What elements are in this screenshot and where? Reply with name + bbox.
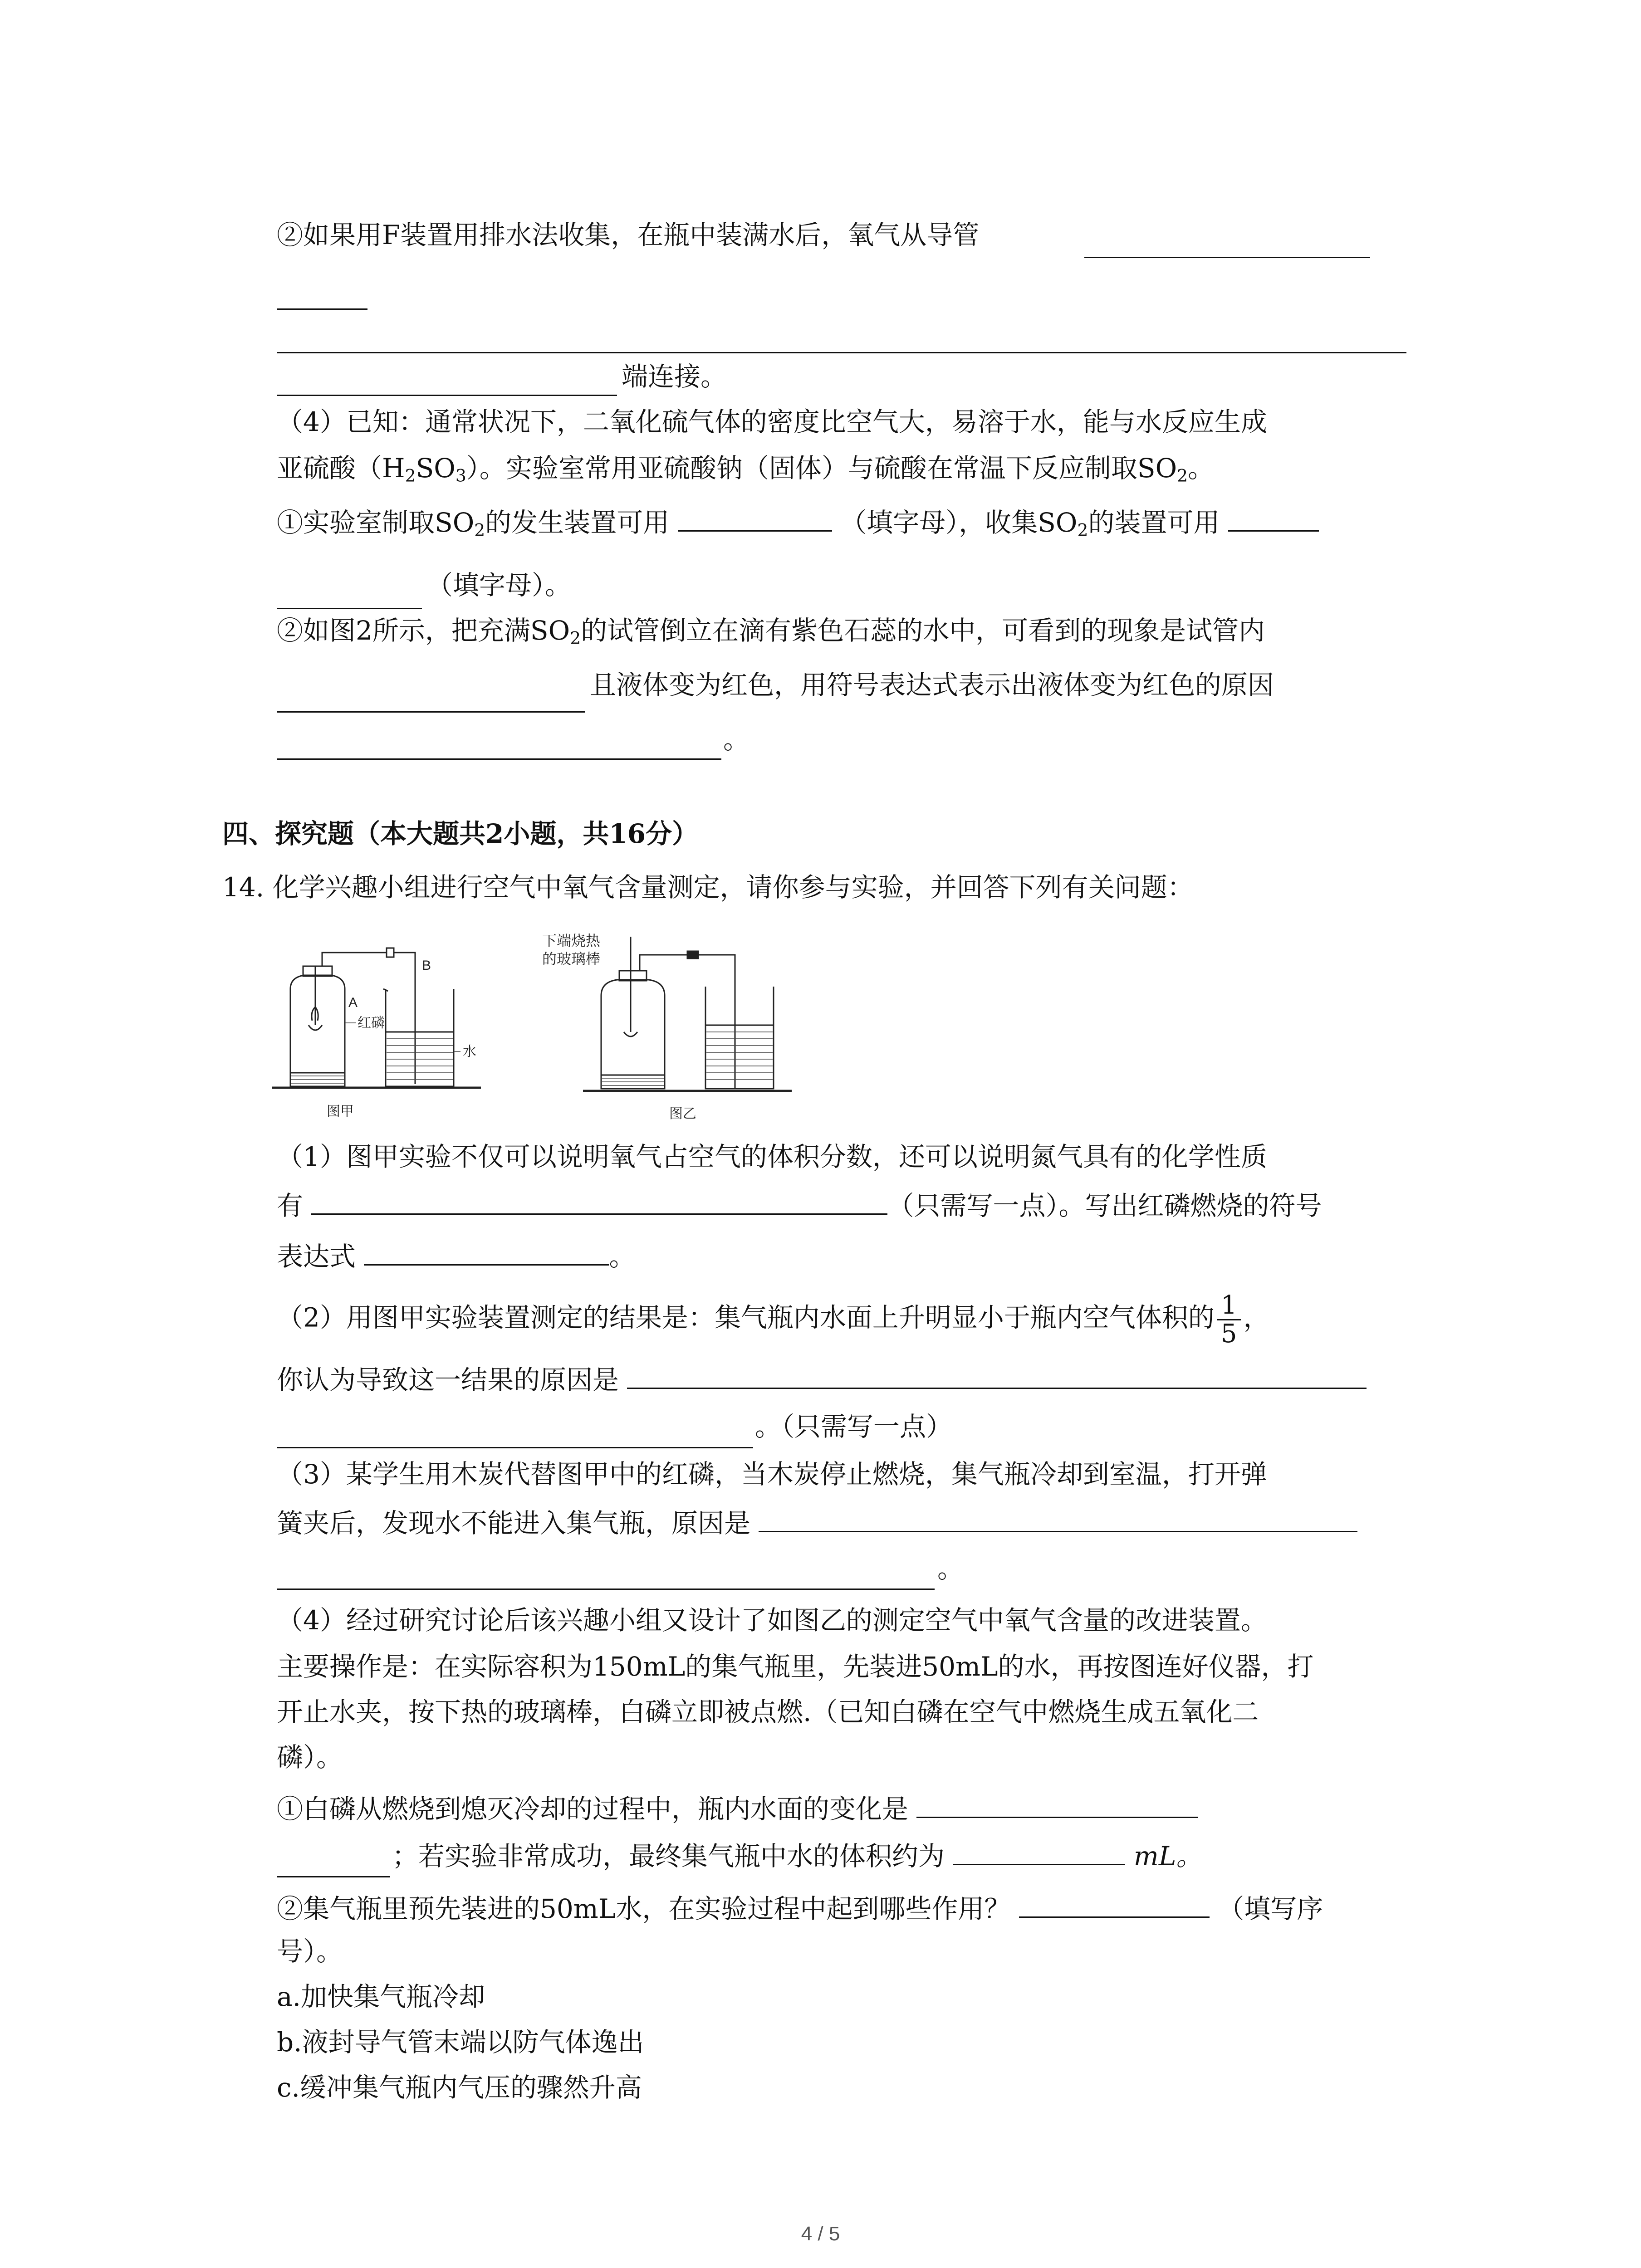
figure-caption-jia: 图甲	[327, 1104, 354, 1119]
q4-text: （填字母）。	[426, 570, 572, 601]
answer-blank[interactable]	[1084, 257, 1370, 258]
subscript: 3	[455, 465, 466, 486]
q4-part2-line1	[277, 612, 1265, 649]
answer-blank[interactable]	[627, 1362, 1367, 1389]
q4-text: 的发生装置可用	[485, 507, 670, 538]
q14-text: 。	[609, 1241, 636, 1272]
answer-blank[interactable]	[916, 1791, 1198, 1818]
q4-line2	[277, 450, 1214, 486]
q4-part1	[277, 504, 1319, 541]
q14-s1-line2	[277, 1188, 1322, 1224]
q4-text: 且液体变为红色，用符号表达式表示出液体变为红色的原因	[590, 670, 1274, 700]
answer-blank[interactable]	[311, 1188, 887, 1215]
label-glass-rod-1: 下端烧热	[542, 933, 601, 949]
q14-text: 主要操作是：在实际容积为150mL的集气瓶里，先装进50mL的水，再按图连好仪器，打	[277, 1651, 1314, 1682]
answer-blank[interactable]	[277, 711, 585, 713]
q14-s4-part1-line2	[392, 1838, 1202, 1874]
q4-text: 。	[723, 724, 750, 755]
option-b	[277, 2024, 644, 2060]
q14-text: 你认为导致这一结果的原因是	[277, 1364, 619, 1395]
q14-stem-text: 14. 化学兴趣小组进行空气中氧气含量测定，请你参与实验，并回答下列有关问题：	[222, 872, 1194, 903]
option-text: a.加快集气瓶冷却	[277, 1981, 485, 2012]
q14-text: ①白磷从燃烧到熄灭冷却的过程中，瓶内水面的变化是	[277, 1794, 909, 1824]
fraction-numerator: 1	[1217, 1292, 1241, 1320]
q14-text: （只需写一点）。写出红磷燃烧的符号	[887, 1190, 1322, 1221]
label-red-phosphorus: 红磷	[358, 1016, 385, 1031]
q14-text: （4）经过研究讨论后该兴趣小组又设计了如图乙的测定空气中氧气含量的改进装置。	[277, 1605, 1267, 1636]
q14-s3-line3	[937, 1550, 964, 1587]
option-text: b.液封导气管末端以防气体逸出	[277, 2027, 644, 2058]
q14-s2-line3	[755, 1408, 952, 1445]
answer-blank[interactable]	[277, 1589, 935, 1590]
figure-jia	[272, 934, 526, 1120]
option-a	[277, 1979, 485, 2015]
q14-s4-line3	[277, 1694, 1259, 1730]
option-text: c.缓冲集气瓶内气压的骤然升高	[277, 2072, 642, 2103]
page-number: 4 / 5	[801, 2223, 840, 2245]
q14-s2-line2	[277, 1362, 1367, 1398]
q14-s1-line1	[277, 1139, 1267, 1175]
q14-s1-line3	[277, 1238, 635, 1275]
fraction-one-fifth	[1217, 1292, 1241, 1348]
figure-caption-yi: 图乙	[669, 1106, 696, 1121]
answer-blank[interactable]	[678, 505, 832, 532]
subscript: 2	[474, 520, 485, 540]
subscript: 2	[570, 628, 581, 648]
q14-stem	[222, 869, 1194, 905]
q4-text: SO	[416, 453, 456, 484]
answer-blank[interactable]	[277, 1447, 753, 1448]
q4-text: 亚硫酸（H	[277, 453, 405, 484]
q4-part2-line2	[590, 667, 1274, 703]
q14-s4-part2-line1	[277, 1891, 1323, 1927]
q3-part2-end: 端连接。	[622, 361, 727, 392]
q4-part2-end	[723, 721, 749, 758]
option-c	[277, 2069, 642, 2106]
q4-text: 。	[1188, 453, 1215, 484]
answer-blank[interactable]	[277, 395, 617, 396]
q14-s4-part1-line1	[277, 1791, 1198, 1827]
q14-s4-part2-line2	[277, 1933, 343, 1970]
answer-blank[interactable]	[953, 1838, 1125, 1865]
q14-text: 。（只需写一点）	[755, 1411, 953, 1442]
answer-blank[interactable]	[277, 308, 367, 310]
q14-text: 有	[277, 1190, 304, 1221]
q14-text: 开止水夹，按下热的玻璃棒，白磷立即被点燃.（已知白磷在空气中燃烧生成五氧化二	[277, 1696, 1259, 1727]
answer-blank[interactable]	[364, 1239, 609, 1266]
q14-text: 号）。	[277, 1936, 343, 1967]
label-a: A	[348, 995, 358, 1010]
answer-blank[interactable]	[277, 352, 1406, 353]
q14-text: （3）某学生用木炭代替图甲中的红磷，当木炭停止燃烧，集气瓶冷却到室温，打开弹	[277, 1459, 1267, 1490]
q4-line1	[277, 404, 1267, 440]
q3-part2-line3	[622, 358, 727, 395]
q14-s3-line2	[277, 1505, 1357, 1541]
answer-blank[interactable]	[759, 1505, 1357, 1532]
q4-text: 的装置可用	[1088, 507, 1220, 538]
q4-text: ②如图2所示，把充满SO	[277, 615, 570, 646]
q14-s4-line2	[277, 1648, 1314, 1685]
answer-blank[interactable]	[277, 608, 422, 609]
q14-text: （填写序	[1218, 1893, 1323, 1924]
label-b: B	[422, 958, 431, 973]
figure-yi	[538, 928, 828, 1123]
subscript: 2	[1077, 520, 1088, 540]
q4-text: 的试管倒立在滴有紫色石蕊的水中，可看到的现象是试管内	[581, 615, 1265, 646]
q14-text: ，	[1243, 1302, 1270, 1333]
q4-text: ①实验室制取SO	[277, 507, 475, 538]
answer-blank[interactable]	[277, 758, 721, 760]
q4-text: （填字母），收集SO	[840, 507, 1078, 538]
q14-text: ②集气瓶里预先装进的50mL水，在实验过程中起到哪些作用？	[277, 1893, 1011, 1924]
q3-part2-text: ②如果用F装置用排水法收集，在瓶中装满水后，氧气从导管	[277, 220, 980, 250]
q14-text: 表达式	[277, 1241, 356, 1272]
q14-s2-line1	[277, 1292, 1270, 1348]
subscript: 2	[1177, 465, 1188, 486]
q4-part1-end	[426, 567, 571, 603]
q14-text: 簧夹后，发现水不能进入集气瓶，原因是	[277, 1508, 751, 1539]
section-title-text: 四、探究题（本大题共2小题，共16分）	[222, 818, 699, 849]
q4-text: ）。实验室常用亚硫酸钠（固体）与硫酸在常温下反应制取SO	[466, 453, 1177, 484]
fraction-denominator: 5	[1220, 1319, 1237, 1349]
answer-blank[interactable]	[277, 1876, 390, 1877]
q14-text: 。	[937, 1553, 964, 1584]
q14-s4-line4	[277, 1739, 343, 1775]
q14-s4-line1	[277, 1602, 1267, 1638]
q14-s3-line1	[277, 1456, 1267, 1492]
answer-blank[interactable]	[1228, 505, 1319, 532]
q14-text: mL。	[1133, 1841, 1203, 1872]
q3-part2-line1	[277, 217, 979, 253]
q14-text: 磷）。	[277, 1742, 343, 1773]
q4-text: （4）已知：通常状况下，二氧化硫气体的密度比空气大，易溶于水，能与水反应生成	[277, 406, 1267, 437]
label-glass-rod-2: 的玻璃棒	[542, 951, 601, 967]
subscript: 2	[405, 465, 416, 486]
q14-text: ；若实验非常成功，最终集气瓶中水的体积约为	[392, 1841, 945, 1872]
q14-text: （2）用图甲实验装置测定的结果是：集气瓶内水面上升明显小于瓶内空气体积的	[277, 1302, 1215, 1333]
answer-blank[interactable]	[1019, 1891, 1210, 1918]
label-water: 水	[463, 1044, 476, 1059]
q14-text: （1）图甲实验不仅可以说明氧气占空气的体积分数，还可以说明氮气具有的化学性质	[277, 1141, 1267, 1172]
section-title	[222, 816, 698, 852]
